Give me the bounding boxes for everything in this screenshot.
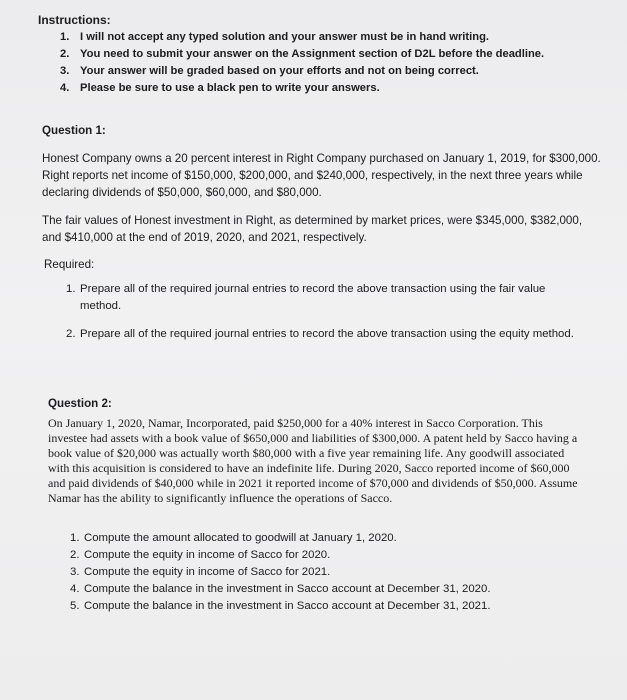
item-text: Compute the equity in income of Sacco for 2021. — [84, 566, 331, 578]
item-number: 2. — [60, 48, 70, 60]
item-number: 5. — [70, 600, 80, 612]
item-text: Compute the amount allocated to goodwill at January 1, 2020. — [84, 532, 397, 544]
item-text: You need to submit your answer on the Assignment section of D2L before the deadline. — [80, 48, 545, 60]
task-item — [70, 564, 590, 581]
item-number: 3. — [70, 566, 80, 578]
instructions-title: Instructions: — [38, 13, 111, 27]
question2-heading: Question 2: — [48, 397, 112, 410]
task-item — [70, 581, 590, 598]
item-text: Prepare all of the required journal entries to record the above transaction using the fair value method. — [80, 283, 546, 312]
question1-paragraph-1: Honest Company owns a 20 percent interest in Right Company purchased on January 1, 2019, for $300,000. Right reports net income of $150,000, $200,000, and $240,000, respectively, in the next three years while declaring dividends of $50,000, $60,000, and $80,000. — [42, 152, 601, 199]
task-item — [70, 530, 590, 547]
item-text: Compute the equity in income of Sacco for 2020. — [84, 549, 331, 561]
item-text: Your answer will be graded based on your efforts and not on being correct. — [80, 65, 479, 77]
question2-paragraph: On January 1, 2020, Namar, Incorporated, paid $250,000 for a 40% interest in Sacco Corporation. This investee had assets with a book value of $650,000 and liabilities of $300,000. A patent held by Sacco having a book value of $20,000 was actually worth $80,000 with a five year remaining life. Any goodwill associated with this acquisition is considered to have an indefinite life. During 2020, Sacco reported income of $60,000 and paid dividends of $40,000 while in 2021 it reported income of $70,000 and dividends of $50,000. Assume Namar has the ability to significantly influence the operations of Sacco. — [48, 416, 578, 505]
item-number: 2. — [66, 328, 76, 340]
item-number: 2. — [70, 549, 80, 561]
instructions-list — [60, 29, 600, 97]
item-text: Prepare all of the required journal entries to record the above transaction using the equity method. — [80, 328, 574, 340]
item-number: 1. — [70, 532, 80, 544]
item-text: I will not accept any typed solution and your answer must be in hand writing. — [80, 31, 490, 43]
instruction-item — [60, 80, 600, 97]
question2-task-list — [70, 530, 590, 615]
item-number: 4. — [60, 82, 70, 94]
task-item — [66, 326, 586, 343]
task-item — [66, 281, 586, 315]
item-text: Compute the balance in the investment in Sacco account at December 31, 2021. — [84, 600, 491, 612]
question1-heading: Question 1: — [42, 124, 106, 137]
task-item — [70, 547, 590, 564]
item-number: 1. — [60, 31, 70, 43]
item-number: 1. — [66, 283, 76, 295]
item-number: 3. — [60, 65, 70, 77]
item-text: Compute the balance in the investment in Sacco account at December 31, 2020. — [84, 583, 491, 595]
item-text: Please be sure to use a black pen to write your answers. — [80, 82, 380, 94]
question1-paragraph-2: The fair values of Honest investment in Right, as determined by market prices, were $345,000, $382,000, and $410,000 at the end of 2019, 2020, and 2021, respectively. — [42, 214, 583, 244]
instruction-item — [60, 29, 600, 46]
task-item — [70, 598, 590, 615]
item-number: 4. — [70, 583, 80, 595]
instruction-item — [60, 63, 600, 80]
instruction-item — [60, 46, 600, 63]
question1-required-label: Required: — [44, 258, 95, 271]
question1-task-list — [66, 281, 586, 354]
